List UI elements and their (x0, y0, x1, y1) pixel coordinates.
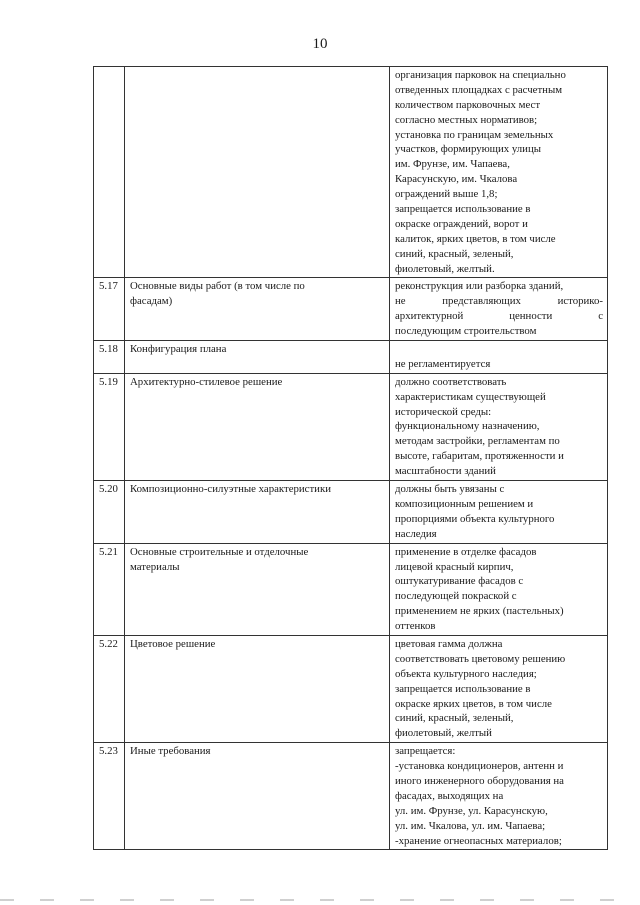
requirement-line: оттенков (395, 620, 436, 633)
requirement-line: ограждений выше 1,8; (395, 188, 498, 201)
row-requirement (390, 373, 608, 480)
parameter-line: Композиционно-силуэтные характеристики (130, 483, 331, 496)
row-number: 5.18 (94, 341, 125, 374)
requirement-line: должно соответствовать (395, 375, 507, 388)
requirement-line: Карасунскую, им. Чкалова (395, 173, 518, 186)
row-requirement (390, 635, 608, 742)
requirement-line: иного инженерного оборудования на (395, 774, 564, 787)
table-row (94, 278, 608, 341)
table-row (94, 543, 608, 635)
row-requirement (390, 278, 608, 341)
row-parameter (125, 481, 390, 544)
requirement-line: количеством парковочных мест (395, 98, 541, 111)
requirement-line: фасадах, выходящих на (395, 789, 504, 802)
requirement-line: запрещается использование в (395, 682, 531, 695)
requirement-line: оштукатуривание фасадов с (395, 575, 524, 588)
row-number: 5.21 (94, 543, 125, 635)
requirement-line: цветовая гамма должна (395, 637, 503, 650)
parameter-line: Архитектурно-стилевое решение (130, 375, 283, 388)
parameter-line: материалы (130, 560, 180, 573)
row-requirement (390, 481, 608, 544)
requirement-line: должны быть увязаны с (395, 483, 505, 496)
requirement-line: масштабности зданий (395, 465, 496, 478)
requirement-line: синий, красный, зеленый, (395, 247, 514, 260)
parameter-line: Основные строительные и отделочные (130, 545, 309, 558)
requirement-line: методам застройки, регламентам по (395, 435, 560, 448)
requirement-line: наследия (395, 527, 437, 540)
row-requirement (390, 543, 608, 635)
table-row (94, 743, 608, 850)
requirement-line: лицевой красный кирпич, (395, 560, 514, 573)
requirement-line: применением не ярких (пастельных) (395, 605, 564, 618)
requirement-line: исторической среды: (395, 405, 492, 418)
table-row (94, 67, 608, 278)
requirement-line: композиционным решением и (395, 497, 534, 510)
table-row (94, 635, 608, 742)
row-number (94, 67, 125, 278)
requirement-line: последующей покраской с (395, 590, 517, 603)
row-requirement (390, 743, 608, 850)
requirement-line: ул. им. Фрунзе, ул. Карасунскую, (395, 804, 548, 817)
row-number: 5.22 (94, 635, 125, 742)
row-number: 5.23 (94, 743, 125, 850)
requirement-line: отведенных площадках с расчетным (395, 83, 563, 96)
requirement-line: фиолетовый, желтый (395, 727, 492, 740)
requirement-line: пропорциями объекта культурного (395, 512, 555, 525)
requirement-line: окраске ограждений, ворот и (395, 217, 528, 230)
row-parameter (125, 278, 390, 341)
row-parameter (125, 341, 390, 374)
table-body (94, 67, 608, 850)
parameter-line: Иные требования (130, 745, 211, 758)
parameter-line: фасадам) (130, 295, 173, 308)
row-parameter (125, 743, 390, 850)
requirement-line: архитектурной ценности с (395, 310, 603, 323)
parameter-line: Цветовое решение (130, 637, 216, 650)
requirement-line: последующим строительством (395, 325, 537, 338)
row-requirement (390, 67, 608, 278)
row-parameter (125, 67, 390, 278)
row-number: 5.19 (94, 373, 125, 480)
row-number: 5.20 (94, 481, 125, 544)
row-parameter (125, 373, 390, 480)
requirement-line: не представляющих историко- (395, 295, 603, 308)
requirement-line: фиолетовый, желтый. (395, 262, 495, 275)
requirement-line: функциональному назначению, (395, 420, 540, 433)
requirement-line: -хранение огнеопасных материалов; (395, 834, 562, 847)
requirement-line: применение в отделке фасадов (395, 545, 537, 558)
parameter-line: Конфигурация плана (130, 343, 227, 356)
requirement-line: реконструкция или разборка зданий, (395, 280, 564, 293)
row-number: 5.17 (94, 278, 125, 341)
table-row (94, 481, 608, 544)
requirement-line: им. Фрунзе, им. Чапаева, (395, 158, 510, 171)
scan-artifact-line (0, 899, 640, 901)
requirement-line: запрещается использование в (395, 203, 531, 216)
requirement-line: согласно местных нормативов; (395, 113, 538, 126)
requirement-line: -установка кондиционеров, антенн и (395, 760, 564, 773)
requirement-line: установка по границам земельных (395, 128, 554, 141)
row-requirement (390, 341, 608, 374)
requirement-line: высоте, габаритам, протяженности и (395, 450, 564, 463)
table-row (94, 373, 608, 480)
requirement-line: не регламентируется (395, 357, 491, 370)
requirement-line: соответствовать цветовому решению (395, 652, 566, 665)
requirement-line: ул. им. Чкалова, ул. им. Чапаева; (395, 819, 546, 832)
requirement-line (395, 342, 603, 357)
parameter-line: Основные виды работ (в том числе по (130, 280, 305, 293)
table-row (94, 341, 608, 374)
requirement-line: организация парковок на специально (395, 69, 566, 81)
requirement-line: синий, красный, зеленый, (395, 712, 514, 725)
requirement-line: калиток, ярких цветов, в том числе (395, 232, 556, 245)
requirement-line: запрещается: (395, 745, 456, 758)
page-number: 10 (312, 36, 328, 52)
row-parameter (125, 543, 390, 635)
requirement-line: участков, формирующих улицы (395, 143, 541, 156)
requirement-line: объекта культурного наследия; (395, 667, 537, 680)
regulations-table (93, 66, 608, 850)
row-parameter (125, 635, 390, 742)
requirement-line: окраске ярких цветов, в том числе (395, 697, 552, 710)
requirement-line: характеристикам существующей (395, 390, 546, 403)
